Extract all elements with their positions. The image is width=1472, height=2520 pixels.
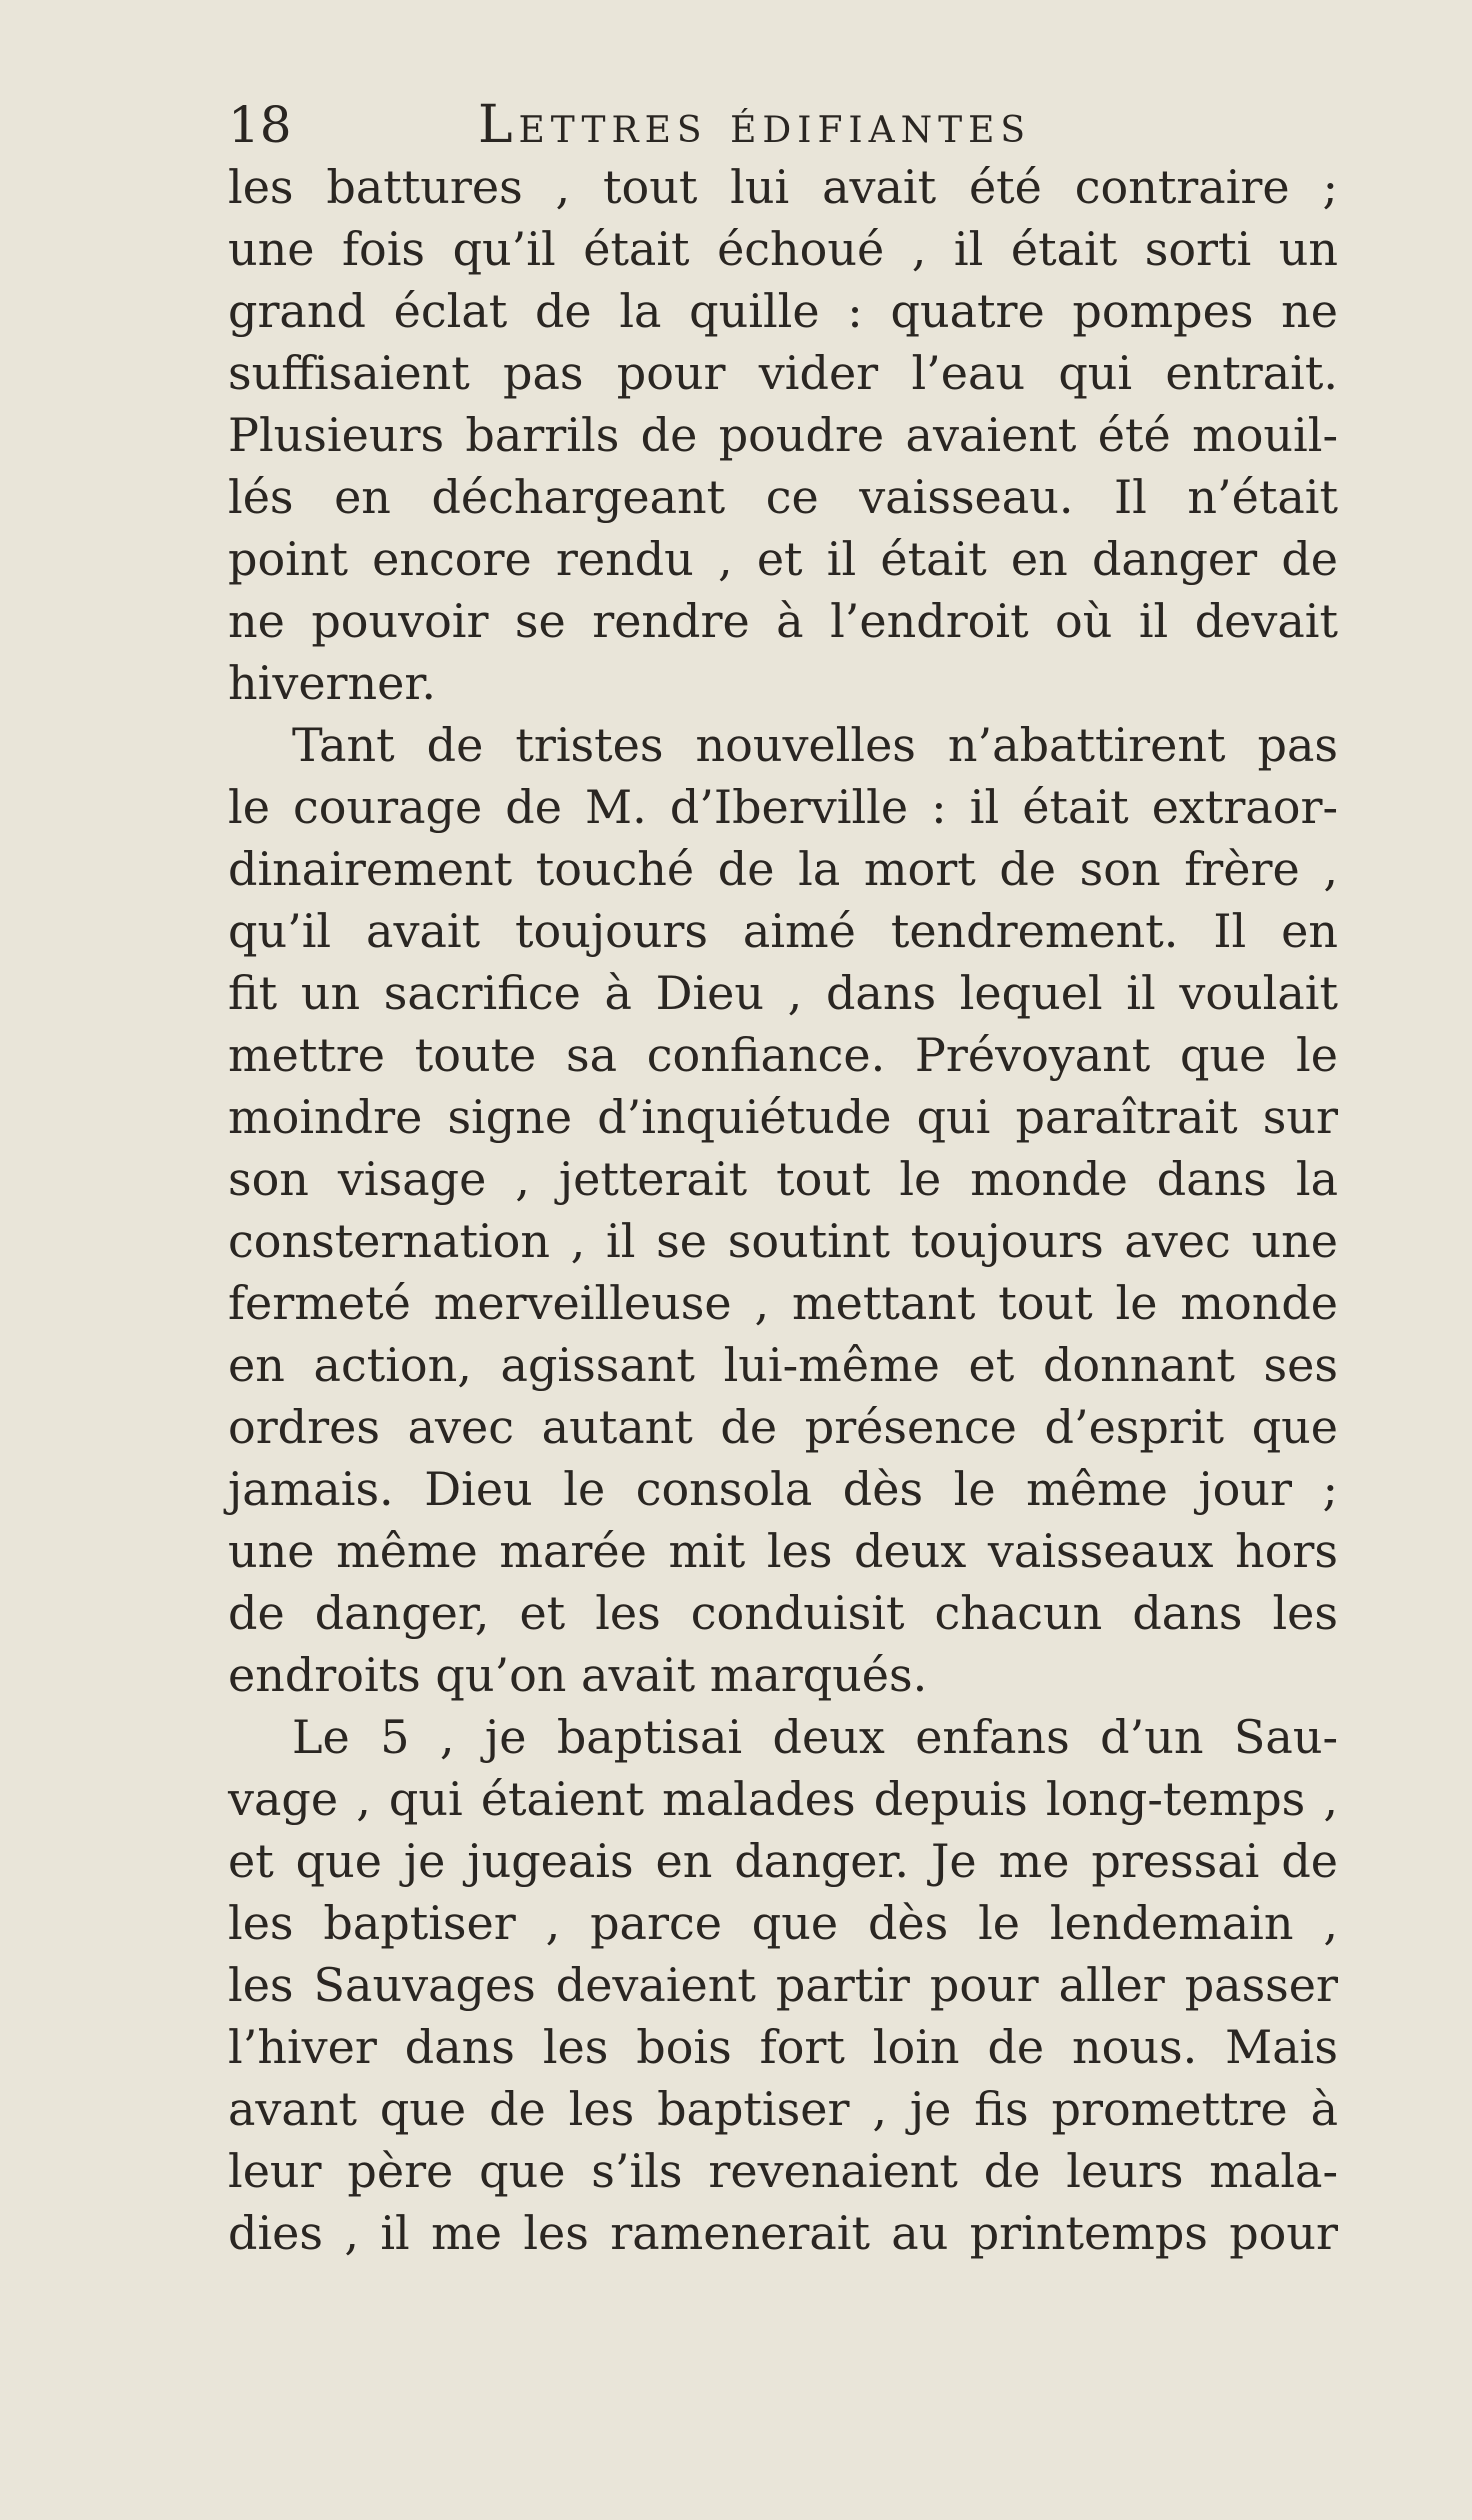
text-line: son visage , jetterait tout le monde dans la: [228, 1152, 1338, 1206]
text-line: Le 5 , je baptisai deux enfans d’un Sau-: [292, 1710, 1338, 1764]
text-line: endroits qu’on avait marqués.: [228, 1648, 928, 1702]
text-line: mettre toute sa confiance. Prévoyant que le: [228, 1028, 1338, 1082]
body-text: [228, 156, 1338, 2264]
text-line: Tant de tristes nouvelles n’abattirent pas: [292, 718, 1338, 772]
page-header: [228, 92, 1338, 158]
text-line: une fois qu’il était échoué , il était sorti un: [228, 222, 1338, 276]
text-line: les baptiser , parce que dès le lendemain ,: [228, 1896, 1338, 1950]
text-line: suffisaient pas pour vider l’eau qui entrait.: [228, 346, 1338, 400]
text-line: hiverner.: [228, 656, 436, 710]
text-line: les battures , tout lui avait été contraire ;: [228, 160, 1338, 214]
text-line: le courage de M. d’Iberville : il était extraor-: [228, 780, 1338, 834]
page-number: 18: [228, 96, 292, 154]
text-line: vage , qui étaient malades depuis long-temps ,: [228, 1772, 1338, 1826]
text-line: qu’il avait toujours aimé tendrement. Il en: [228, 904, 1338, 958]
paragraph: [228, 714, 1338, 1706]
paragraph: [228, 1706, 1338, 2264]
text-line: dies , il me les ramenerait au printemps pour: [228, 2206, 1338, 2260]
text-line: et que je jugeais en danger. Je me pressai de: [228, 1834, 1338, 1888]
text-line: ne pouvoir se rendre à l’endroit où il devait: [228, 594, 1338, 648]
text-line: en action, agissant lui-même et donnant ses: [228, 1338, 1338, 1392]
text-line: grand éclat de la quille : quatre pompes ne: [228, 284, 1338, 338]
text-line: leur père que s’ils revenaient de leurs mala-: [228, 2144, 1338, 2198]
text-line: fit un sacrifice à Dieu , dans lequel il voulait: [228, 966, 1338, 1020]
text-line: Plusieurs barrils de poudre avaient été mouil-: [228, 408, 1338, 462]
text-line: lés en déchargeant ce vaisseau. Il n’était: [228, 470, 1338, 524]
paragraph: [228, 156, 1338, 714]
text-line: dinairement touché de la mort de son frère ,: [228, 842, 1338, 896]
text-line: une même marée mit les deux vaisseaux hors: [228, 1524, 1338, 1578]
text-line: l’hiver dans les bois fort loin de nous. Mais: [228, 2020, 1338, 2074]
text-line: consternation , il se soutint toujours avec une: [228, 1214, 1338, 1268]
text-line: avant que de les baptiser , je fis promettre à: [228, 2082, 1338, 2136]
text-line: fermeté merveilleuse , mettant tout le monde: [228, 1276, 1338, 1330]
text-line: les Sauvages devaient partir pour aller passer: [228, 1958, 1338, 2012]
text-line: de danger, et les conduisit chacun dans les: [228, 1586, 1338, 1640]
text-line: point encore rendu , et il était en danger de: [228, 532, 1338, 586]
text-line: moindre signe d’inquiétude qui paraîtrait sur: [228, 1090, 1338, 1144]
text-line: ordres avec autant de présence d’esprit que: [228, 1400, 1338, 1454]
text-line: jamais. Dieu le consola dès le même jour ;: [228, 1462, 1338, 1516]
running-title: Lettres édifiantes: [478, 95, 1032, 155]
